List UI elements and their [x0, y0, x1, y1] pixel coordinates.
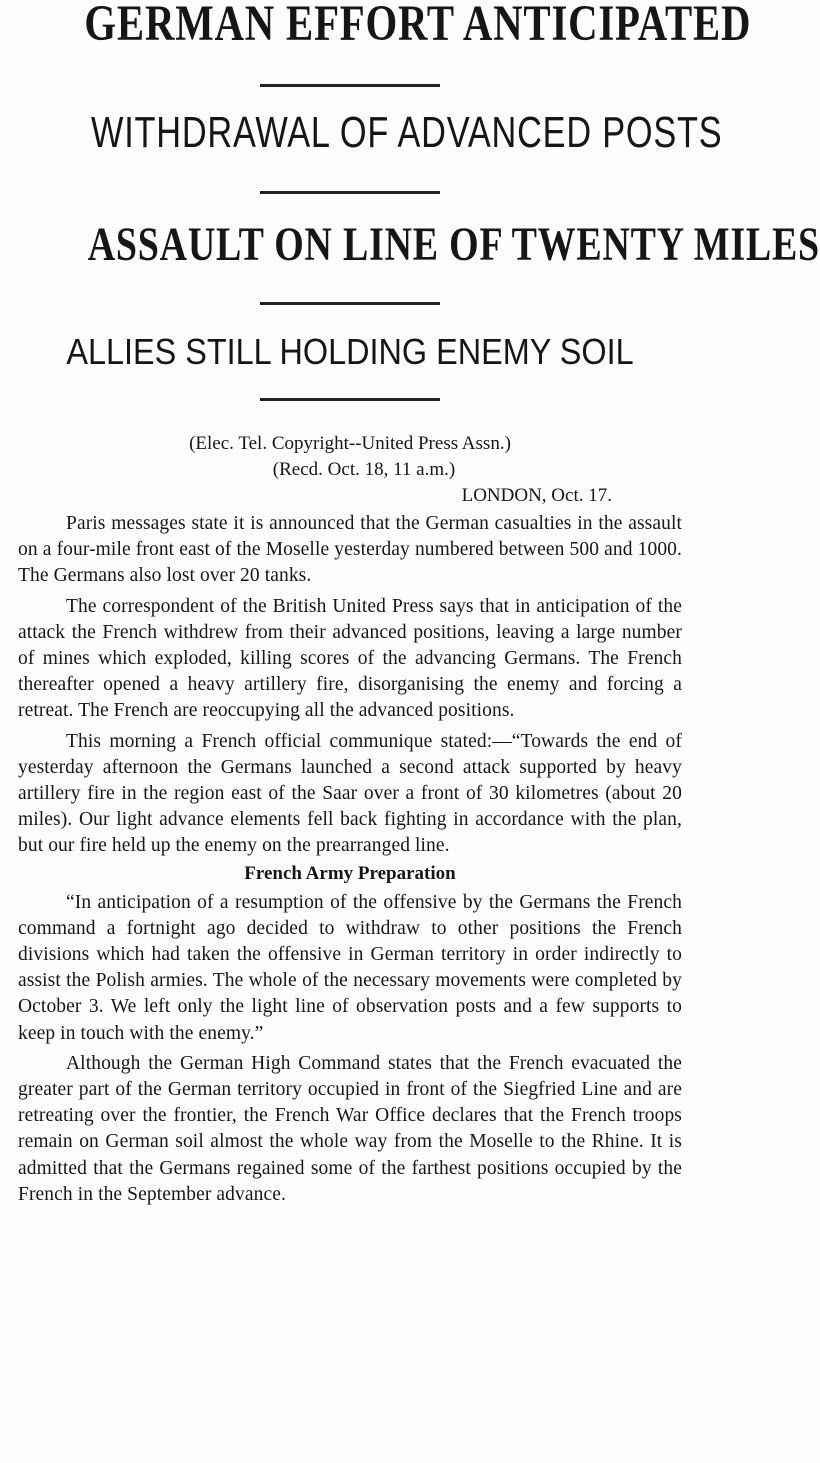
headline-fourth: ALLIES STILL HOLDING ENEMY SOIL: [66, 331, 634, 372]
paragraph-2: The correspondent of the British United Press says that in anticipation of the attack the French withdrew from their advanced positions, leaving a large number of mines which exploded, killing scores of the advancing Germans. The French thereafter opened a heavy artillery fire, disorganising the enemy and forcing a retreat. The French are reoccupying all the advanced positions.: [18, 595, 682, 722]
paragraph-4: “In anticipation of a resumption of the offensive by the Germans the French command a fortnight ago decided to withdraw to other positions the French divisions which had taken the offensive in German territory in order indirectly to assist the Polish armies. The whole of the necessary movements were completed by October 3. We left only the light line of observation posts and a few supports to keep in touch with the enemy.”: [18, 891, 682, 1044]
divider-rule: [260, 398, 440, 401]
received-credit: (Recd. Oct. 18, 11 a.m.): [272, 459, 456, 480]
subheading: French Army Preparation: [244, 862, 456, 884]
dateline: LONDON, Oct. 17.: [461, 485, 612, 506]
divider-rule: [260, 84, 440, 87]
headline-main: GERMAN EFFORT ANTICIPATED: [84, 0, 752, 52]
headline-third: ASSAULT ON LINE OF TWENTY MILES: [87, 218, 820, 271]
paragraph-5: Although the German High Command states that the French evacuated the greater part of the German territory occupied in front of the Siegfried Line and are retreating over the frontier, the French War Office declares that the French troops remain on German soil almost the whole way from the Moselle to the Rhine. It is admitted that the Germans regained some of the farthest positions occupied by the French in the September advance.: [18, 1052, 682, 1205]
divider-rule: [260, 191, 440, 194]
divider-rule: [260, 302, 440, 305]
paragraph-1: Paris messages state it is announced that the German casualties in the assault on a four-mile front east of the Moselle yesterday numbered between 500 and 1000. The Germans also lost over 20 tanks.: [18, 513, 682, 587]
copyright-credit: (Elec. Tel. Copyright--United Press Assn.): [189, 433, 511, 454]
headline-second: WITHDRAWAL OF ADVANCED POSTS: [91, 108, 723, 157]
paragraph-3: This morning a French official communique stated:—“Towards the end of yesterday afternoon the Germans launched a second attack supported by heavy artillery fire in the region east of the Saar over a front of 30 kilometres (about 20 miles). Our light advance elements fell back fighting in accordance with the plan, but our fire held up the enemy on the prearranged line.: [18, 730, 682, 857]
